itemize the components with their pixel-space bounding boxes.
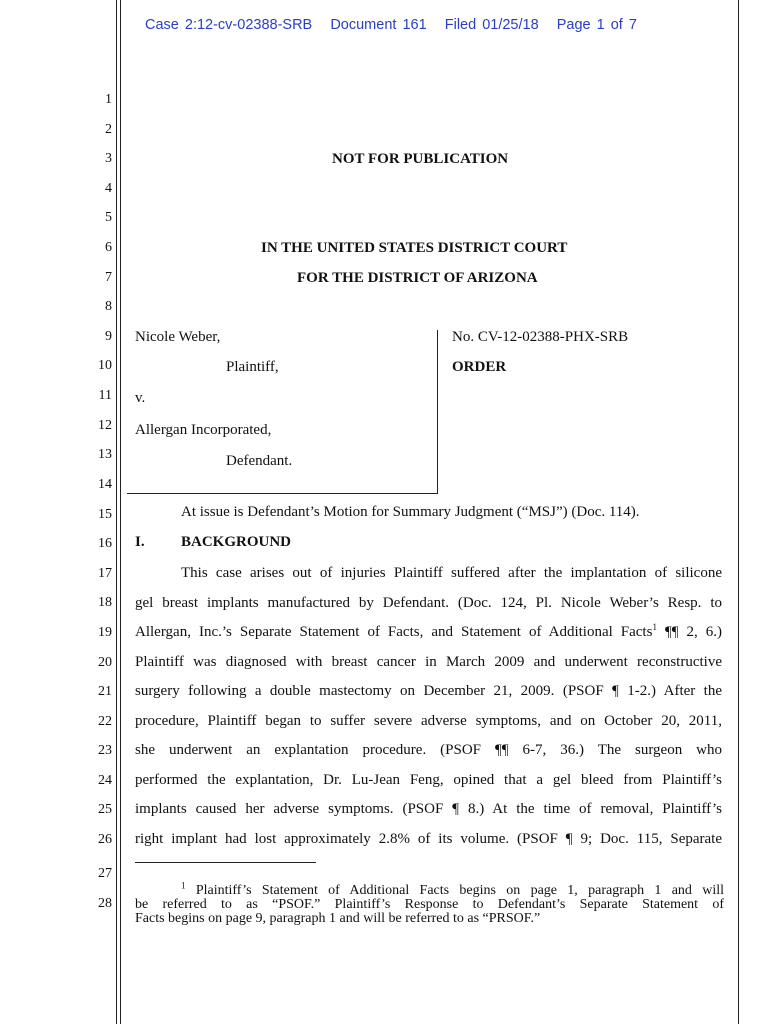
line-number: 21 [98,684,112,699]
line-number: 20 [98,655,112,670]
body-line: procedure, Plaintiff began to suffer severe adverse symptoms, and on October 20, 2011, [135,713,722,729]
filed-date-header: Filed 01/25/18 [444,17,539,33]
footnote-separator [135,862,316,863]
line-number: 14 [98,477,112,492]
line-number: 24 [98,773,112,788]
footnote-reference: 1 [652,622,657,632]
line-number: 4 [105,181,112,196]
footnote [135,880,724,926]
body-line: she underwent an explantation procedure. (PSOF ¶¶ 6-7, 36.) The surgeon who [135,742,722,758]
case-number-header: Case 2:12-cv-02388-SRB [145,17,313,33]
caption-divider-vertical [437,330,438,494]
line-number: 15 [98,507,112,522]
versus: v. [135,390,146,406]
line-number: 26 [98,832,112,847]
doc-type: ORDER [452,359,507,375]
line-number: 8 [105,299,112,314]
line-number: 10 [98,358,112,373]
section-title: BACKGROUND [181,534,292,550]
footnote-line: Facts begins on page 9, paragraph 1 and will be referred to as “PRSOF.” [135,911,541,926]
line-number: 12 [98,418,112,433]
line-number: 17 [98,566,112,581]
line-number: 5 [105,210,112,225]
body-line-text: ¶¶ 2, 6.) [664,624,723,640]
line-number: 16 [98,536,112,551]
line-number: 19 [98,625,112,640]
footnote-text: Plaintiff’s Statement of Additional Facts begins on page 1, paragraph 1 and will [195,883,724,898]
section-number: I. [135,534,145,550]
line-number: 1 [105,92,112,107]
body-line: right implant had lost approximately 2.8% of its volume. (PSOF ¶ 9; Doc. 115, Separate [135,831,722,847]
document-number-header: Document 161 [330,17,427,33]
footnote-line [135,880,724,898]
defendant-name: Allergan Incorporated, [135,422,272,438]
ecf-header [145,17,637,33]
page-count-header: Page 1 of 7 [556,17,637,33]
line-number: 23 [98,743,112,758]
plaintiff-name: Nicole Weber, [135,329,221,345]
line-number: 27 [98,866,112,881]
right-margin-line [738,0,739,1024]
line-number: 28 [98,896,112,911]
left-margin-line-outer [116,0,117,1024]
plaintiff-role: Plaintiff, [226,359,279,375]
caption-divider-horizontal [127,493,438,494]
line-number: 22 [98,714,112,729]
line-number: 13 [98,447,112,462]
line-number: 9 [105,329,112,344]
footnote-line: be referred to as “PSOF.” Plaintiff’s Response to Defendant’s Separate Statement of [135,897,724,912]
body-line: gel breast implants manufactured by Defendant. (Doc. 124, Pl. Nicole Weber’s Resp. to [135,595,722,611]
body-line: implants caused her adverse symptoms. (PSOF ¶ 8.) At the time of removal, Plaintiff’s [135,801,722,817]
line-number: 11 [98,388,112,403]
court-name: IN THE UNITED STATES DISTRICT COURT [261,240,568,256]
line-number: 3 [105,151,112,166]
body-line: This case arises out of injuries Plaintiff suffered after the implantation of silicone [181,565,722,581]
defendant-role: Defendant. [226,453,293,469]
body-line: Plaintiff was diagnosed with breast cancer in March 2009 and underwent reconstructive [135,654,722,670]
intro-paragraph: At issue is Defendant’s Motion for Summary Judgment (“MSJ”) (Doc. 114). [181,504,640,520]
line-number: 18 [98,595,112,610]
line-number: 2 [105,122,112,137]
line-number: 25 [98,802,112,817]
footnote-marker: 1 [181,880,186,891]
body-line-with-footnote [135,623,722,641]
body-line-text: Allergan, Inc.’s Separate Statement of Facts, and Statement of Additional Facts [135,624,653,640]
line-number: 6 [105,240,112,255]
left-margin-line-inner [120,0,121,1024]
case-number: No. CV-12-02388-PHX-SRB [452,329,629,345]
body-line: performed the explantation, Dr. Lu-Jean Feng, opined that a gel bleed from Plaintiff’s [135,772,722,788]
body-line: surgery following a double mastectomy on December 21, 2009. (PSOF ¶ 1-2.) After the [135,683,722,699]
publication-notice: NOT FOR PUBLICATION [332,151,509,167]
court-district: FOR THE DISTRICT OF ARIZONA [297,270,538,286]
line-number: 7 [105,270,112,285]
